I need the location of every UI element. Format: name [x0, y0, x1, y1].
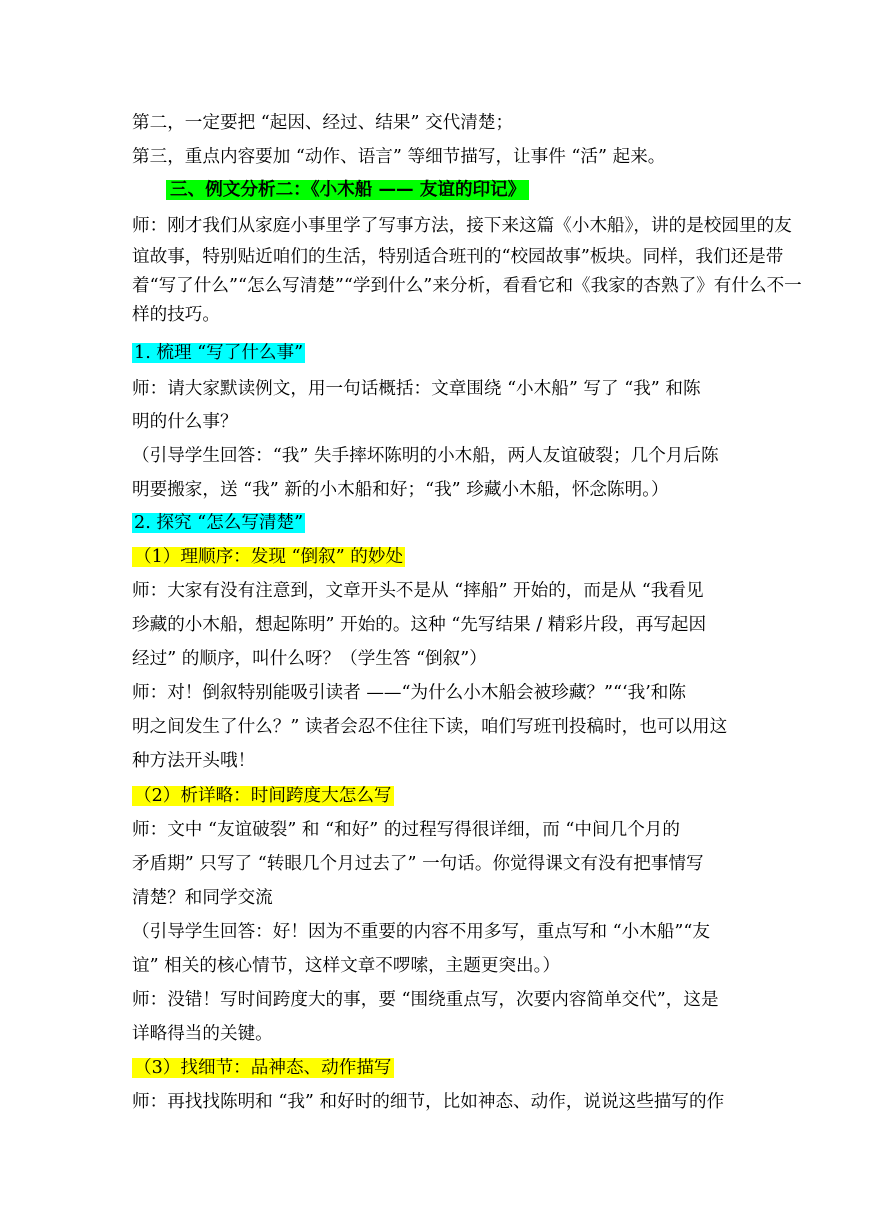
paragraph-line: 着“写了什么”“怎么写清楚”“学到什么”来分析，看看它和《我家的杏熟了》有什么不一: [132, 276, 802, 296]
paragraph-line: 样的技巧。: [132, 305, 220, 325]
subheading-text: （2）析详略：时间跨度大怎么写: [134, 786, 392, 806]
paragraph-line: 师：文中 “友谊破裂” 和 “和好” 的过程写得很详细，而 “中间几个月的: [132, 820, 680, 840]
subheading-text: （1）理顺序：发现 “倒叙” 的妙处: [134, 547, 404, 567]
paragraph-line: 谊故事，特别贴近咱们的生活，特别适合班刊的“校园故事”板块。同样，我们还是带: [132, 247, 784, 267]
paragraph-line: 清楚？和同学交流: [132, 888, 273, 908]
paragraph-line: 师：刚才我们从家庭小事里学了写事方法，接下来这篇《小木船》，讲的是校园里的友: [132, 216, 792, 236]
section-heading-text: 三、例文分析二：《小木船 —— 友谊的印记》: [166, 180, 529, 200]
paragraph-line: 谊” 相关的核心情节，这样文章不啰嗦，主题更突出。）: [132, 956, 561, 976]
paragraph-line: 明的什么事？: [132, 412, 238, 432]
paragraph-line: 珍藏的小木船，想起陈明” 开始的。这种 “先写结果 / 精彩片段，再写起因: [132, 615, 707, 635]
subheading: [132, 784, 394, 808]
paragraph-line: 师：大家有没有注意到，文章开头不是从 “摔船” 开始的，而是从 “我看见: [132, 581, 704, 601]
paragraph-line: 明要搬家，送 “我” 新的小木船和好；“我” 珍藏小木船，怀念陈明。）: [132, 480, 669, 500]
subheading-text: 2. 探究 “怎么写清楚”: [134, 513, 304, 533]
paragraph-line: 第二，一定要把 “起因、经过、结果” 交代清楚；: [132, 113, 514, 133]
paragraph-line: 详略得当的关键。: [132, 1024, 273, 1044]
paragraph-line: （引导学生回答：好！因为不重要的内容不用多写，重点写和 “小木船”“友: [132, 922, 710, 942]
paragraph-line: 矛盾期” 只写了 “转眼几个月过去了” 一句话。你觉得课文有没有把事情写: [132, 854, 704, 874]
paragraph-line: 师：没错！写时间跨度大的事，要 “围绕重点写，次要内容简单交代”，这是: [132, 990, 719, 1010]
paragraph-line: 师：对！倒叙特别能吸引读者 ——“为什么小木船会被珍藏？”“‘我’和陈: [132, 683, 686, 703]
paragraph-line: 种方法开头哦！: [132, 751, 256, 771]
subheading: [132, 545, 405, 569]
paragraph-line: 经过” 的顺序，叫什么呀？（学生答 “倒叙”）: [132, 649, 487, 669]
paragraph-line: 师：再找找陈明和 “我” 和好时的细节，比如神态、动作，说说这些描写的作: [132, 1092, 725, 1112]
subheading-text: 1. 梳理 “写了什么事”: [134, 343, 304, 363]
subheading: [132, 511, 305, 535]
subheading: [132, 341, 305, 365]
paragraph-line: 师：请大家默读例文，用一句话概括：文章围绕 “小木船” 写了 “我” 和陈: [132, 379, 701, 399]
paragraph-line: 第三，重点内容要加 “动作、语言” 等细节描写，让事件 “活” 起来。: [132, 147, 666, 167]
section-heading: [166, 178, 529, 202]
subheading: [132, 1056, 394, 1080]
subheading-text: （3）找细节：品神态、动作描写: [134, 1058, 392, 1078]
paragraph-line: （引导学生回答：“我” 失手摔坏陈明的小木船，两人友谊破裂；几个月后陈: [132, 446, 719, 466]
paragraph-line: 明之间发生了什么？” 读者会忍不住往下读，咱们写班刊投稿时，也可以用这: [132, 717, 728, 737]
